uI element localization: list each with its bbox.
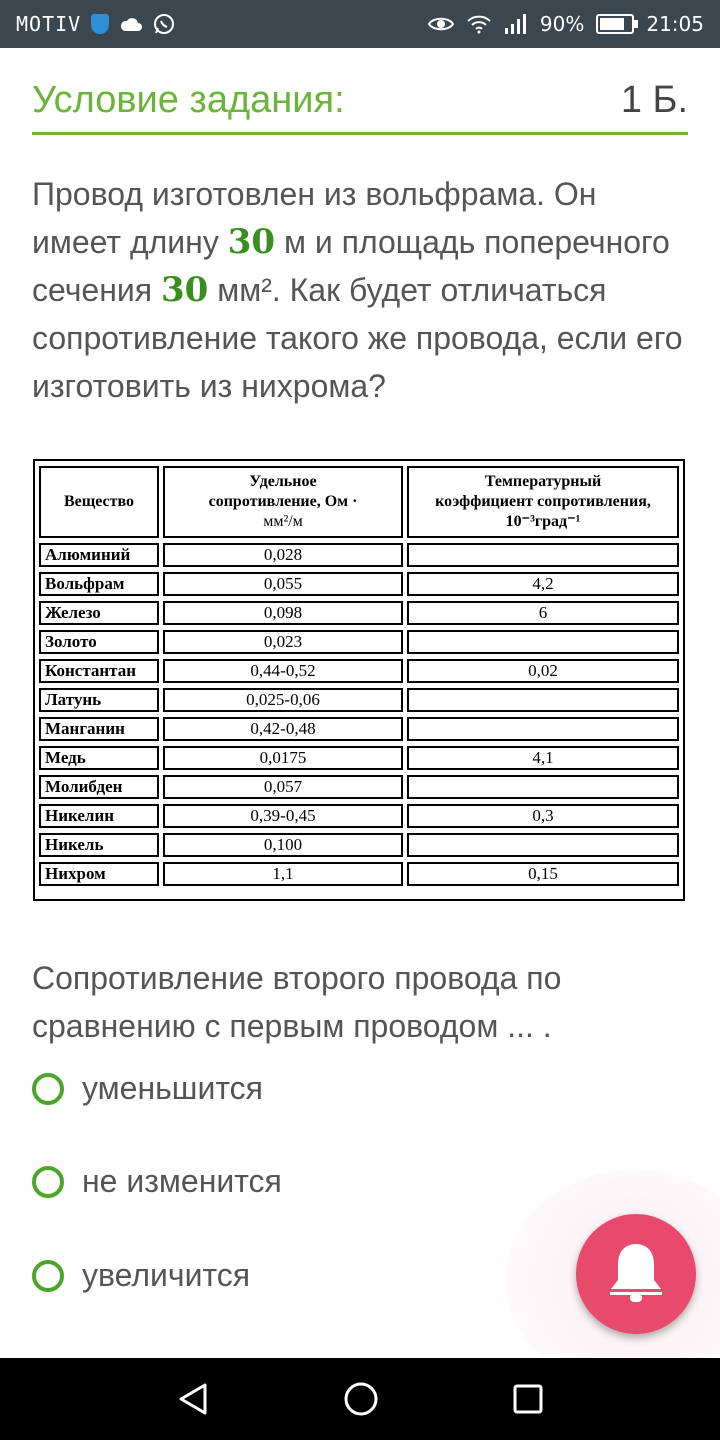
header-resistivity-line1: Удельное bbox=[249, 473, 317, 490]
resistivity-cell: 0,39-0,45 bbox=[163, 804, 403, 828]
resistivity-cell: 0,42-0,48 bbox=[163, 717, 403, 741]
resistivity-cell: 0,028 bbox=[163, 543, 403, 567]
battery-icon bbox=[596, 14, 634, 34]
coefficient-cell: 6 bbox=[407, 601, 679, 625]
substance-cell: Манганин bbox=[39, 717, 159, 741]
substance-cell: Медь bbox=[39, 746, 159, 770]
header-resistivity-line3: мм²/м bbox=[263, 513, 303, 530]
table-row bbox=[39, 659, 679, 683]
wifi-icon bbox=[466, 14, 492, 34]
table-row bbox=[39, 804, 679, 828]
task-header bbox=[32, 68, 688, 135]
table-body bbox=[39, 543, 679, 886]
back-icon[interactable] bbox=[177, 1382, 209, 1416]
substance-cell: Никелин bbox=[39, 804, 159, 828]
substance-cell: Константан bbox=[39, 659, 159, 683]
length-value: 30 bbox=[227, 222, 276, 262]
coefficient-cell bbox=[407, 688, 679, 712]
header-coef-line3: 10⁻³град⁻¹ bbox=[505, 513, 581, 530]
coefficient-cell: 4,2 bbox=[407, 572, 679, 596]
substance-cell: Латунь bbox=[39, 688, 159, 712]
resistivity-cell: 0,098 bbox=[163, 601, 403, 625]
resistivity-cell: 0,055 bbox=[163, 572, 403, 596]
battery-fill bbox=[600, 18, 623, 30]
coefficient-cell bbox=[407, 630, 679, 654]
resistivity-cell: 0,100 bbox=[163, 833, 403, 857]
notification-button[interactable] bbox=[576, 1214, 696, 1334]
page-title: Условие задания: bbox=[32, 78, 345, 121]
answer-prompt: Сопротивление второго провода по сравнению с первым проводом ... . bbox=[32, 960, 562, 1044]
coefficient-cell bbox=[407, 775, 679, 799]
substance-cell: Нихром bbox=[39, 862, 159, 886]
question-part2: м и площадь поперечного сечения bbox=[32, 224, 670, 308]
substance-cell: Железо bbox=[39, 601, 159, 625]
table-row bbox=[39, 775, 679, 799]
resistivity-cell: 1,1 bbox=[163, 862, 403, 886]
table-row bbox=[39, 601, 679, 625]
table-row bbox=[39, 833, 679, 857]
table-row bbox=[39, 746, 679, 770]
coefficient-cell bbox=[407, 717, 679, 741]
coefficient-cell: 0,15 bbox=[407, 862, 679, 886]
status-bar bbox=[0, 0, 720, 48]
header-substance: Вещество bbox=[39, 466, 159, 538]
coefficient-cell bbox=[407, 833, 679, 857]
substance-cell: Вольфрам bbox=[39, 572, 159, 596]
option-label: не изменится bbox=[82, 1163, 282, 1199]
substance-cell: Никель bbox=[39, 833, 159, 857]
table-row bbox=[39, 717, 679, 741]
header-resistivity bbox=[163, 466, 403, 538]
option-increase[interactable] bbox=[32, 1257, 250, 1294]
table-row bbox=[39, 630, 679, 654]
question-part3: мм². Как будет отличаться сопротивление такого же провода, если его изготовить из нихрома? bbox=[32, 272, 683, 404]
whatsapp-icon bbox=[153, 13, 175, 35]
battery-percent: 90% bbox=[539, 12, 585, 36]
header-coef-line2: коэффициент сопротивления, bbox=[435, 493, 651, 510]
substance-cell: Молибден bbox=[39, 775, 159, 799]
table-header-row bbox=[39, 466, 679, 538]
area-value: 30 bbox=[160, 270, 209, 310]
points-label: 1 Б. bbox=[620, 78, 688, 121]
question-part1: Провод изготовлен из вольфрама. Он имеет длину bbox=[32, 176, 597, 260]
header-resistivity-line2: сопротивление, Ом · bbox=[208, 493, 358, 510]
bell-icon bbox=[604, 1238, 668, 1310]
option-no-change[interactable] bbox=[32, 1163, 282, 1200]
table-row bbox=[39, 543, 679, 567]
carrier-label: MOTIV bbox=[16, 12, 82, 36]
substance-cell: Алюминий bbox=[39, 543, 159, 567]
eye-icon bbox=[428, 15, 454, 33]
option-label: увеличится bbox=[82, 1257, 251, 1293]
recents-icon[interactable] bbox=[513, 1384, 543, 1414]
radio-button[interactable] bbox=[32, 1166, 64, 1198]
coefficient-cell: 0,3 bbox=[407, 804, 679, 828]
table-row bbox=[39, 688, 679, 712]
radio-button[interactable] bbox=[32, 1073, 64, 1105]
substance-cell: Золото bbox=[39, 630, 159, 654]
resistivity-cell: 0,44-0,52 bbox=[163, 659, 403, 683]
shield-icon bbox=[91, 14, 109, 34]
radio-button[interactable] bbox=[32, 1260, 64, 1292]
resistivity-cell: 0,023 bbox=[163, 630, 403, 654]
header-coef-line1: Температурный bbox=[484, 473, 602, 490]
question-text bbox=[32, 170, 692, 410]
navigation-bar bbox=[0, 1358, 720, 1440]
resistivity-table bbox=[33, 459, 685, 901]
header-coefficient bbox=[407, 466, 679, 538]
clock: 21:05 bbox=[646, 12, 704, 36]
coefficient-cell: 4,1 bbox=[407, 746, 679, 770]
table-row bbox=[39, 862, 679, 886]
option-label: уменьшится bbox=[82, 1070, 263, 1106]
signal-icon bbox=[504, 14, 528, 34]
option-decrease[interactable] bbox=[32, 1070, 263, 1107]
resistivity-cell: 0,025-0,06 bbox=[163, 688, 403, 712]
resistivity-cell: 0,057 bbox=[163, 775, 403, 799]
table-row bbox=[39, 572, 679, 596]
coefficient-cell: 0,02 bbox=[407, 659, 679, 683]
coefficient-cell bbox=[407, 543, 679, 567]
home-icon[interactable] bbox=[343, 1381, 379, 1417]
cloud-icon bbox=[119, 16, 143, 32]
resistivity-cell: 0,0175 bbox=[163, 746, 403, 770]
